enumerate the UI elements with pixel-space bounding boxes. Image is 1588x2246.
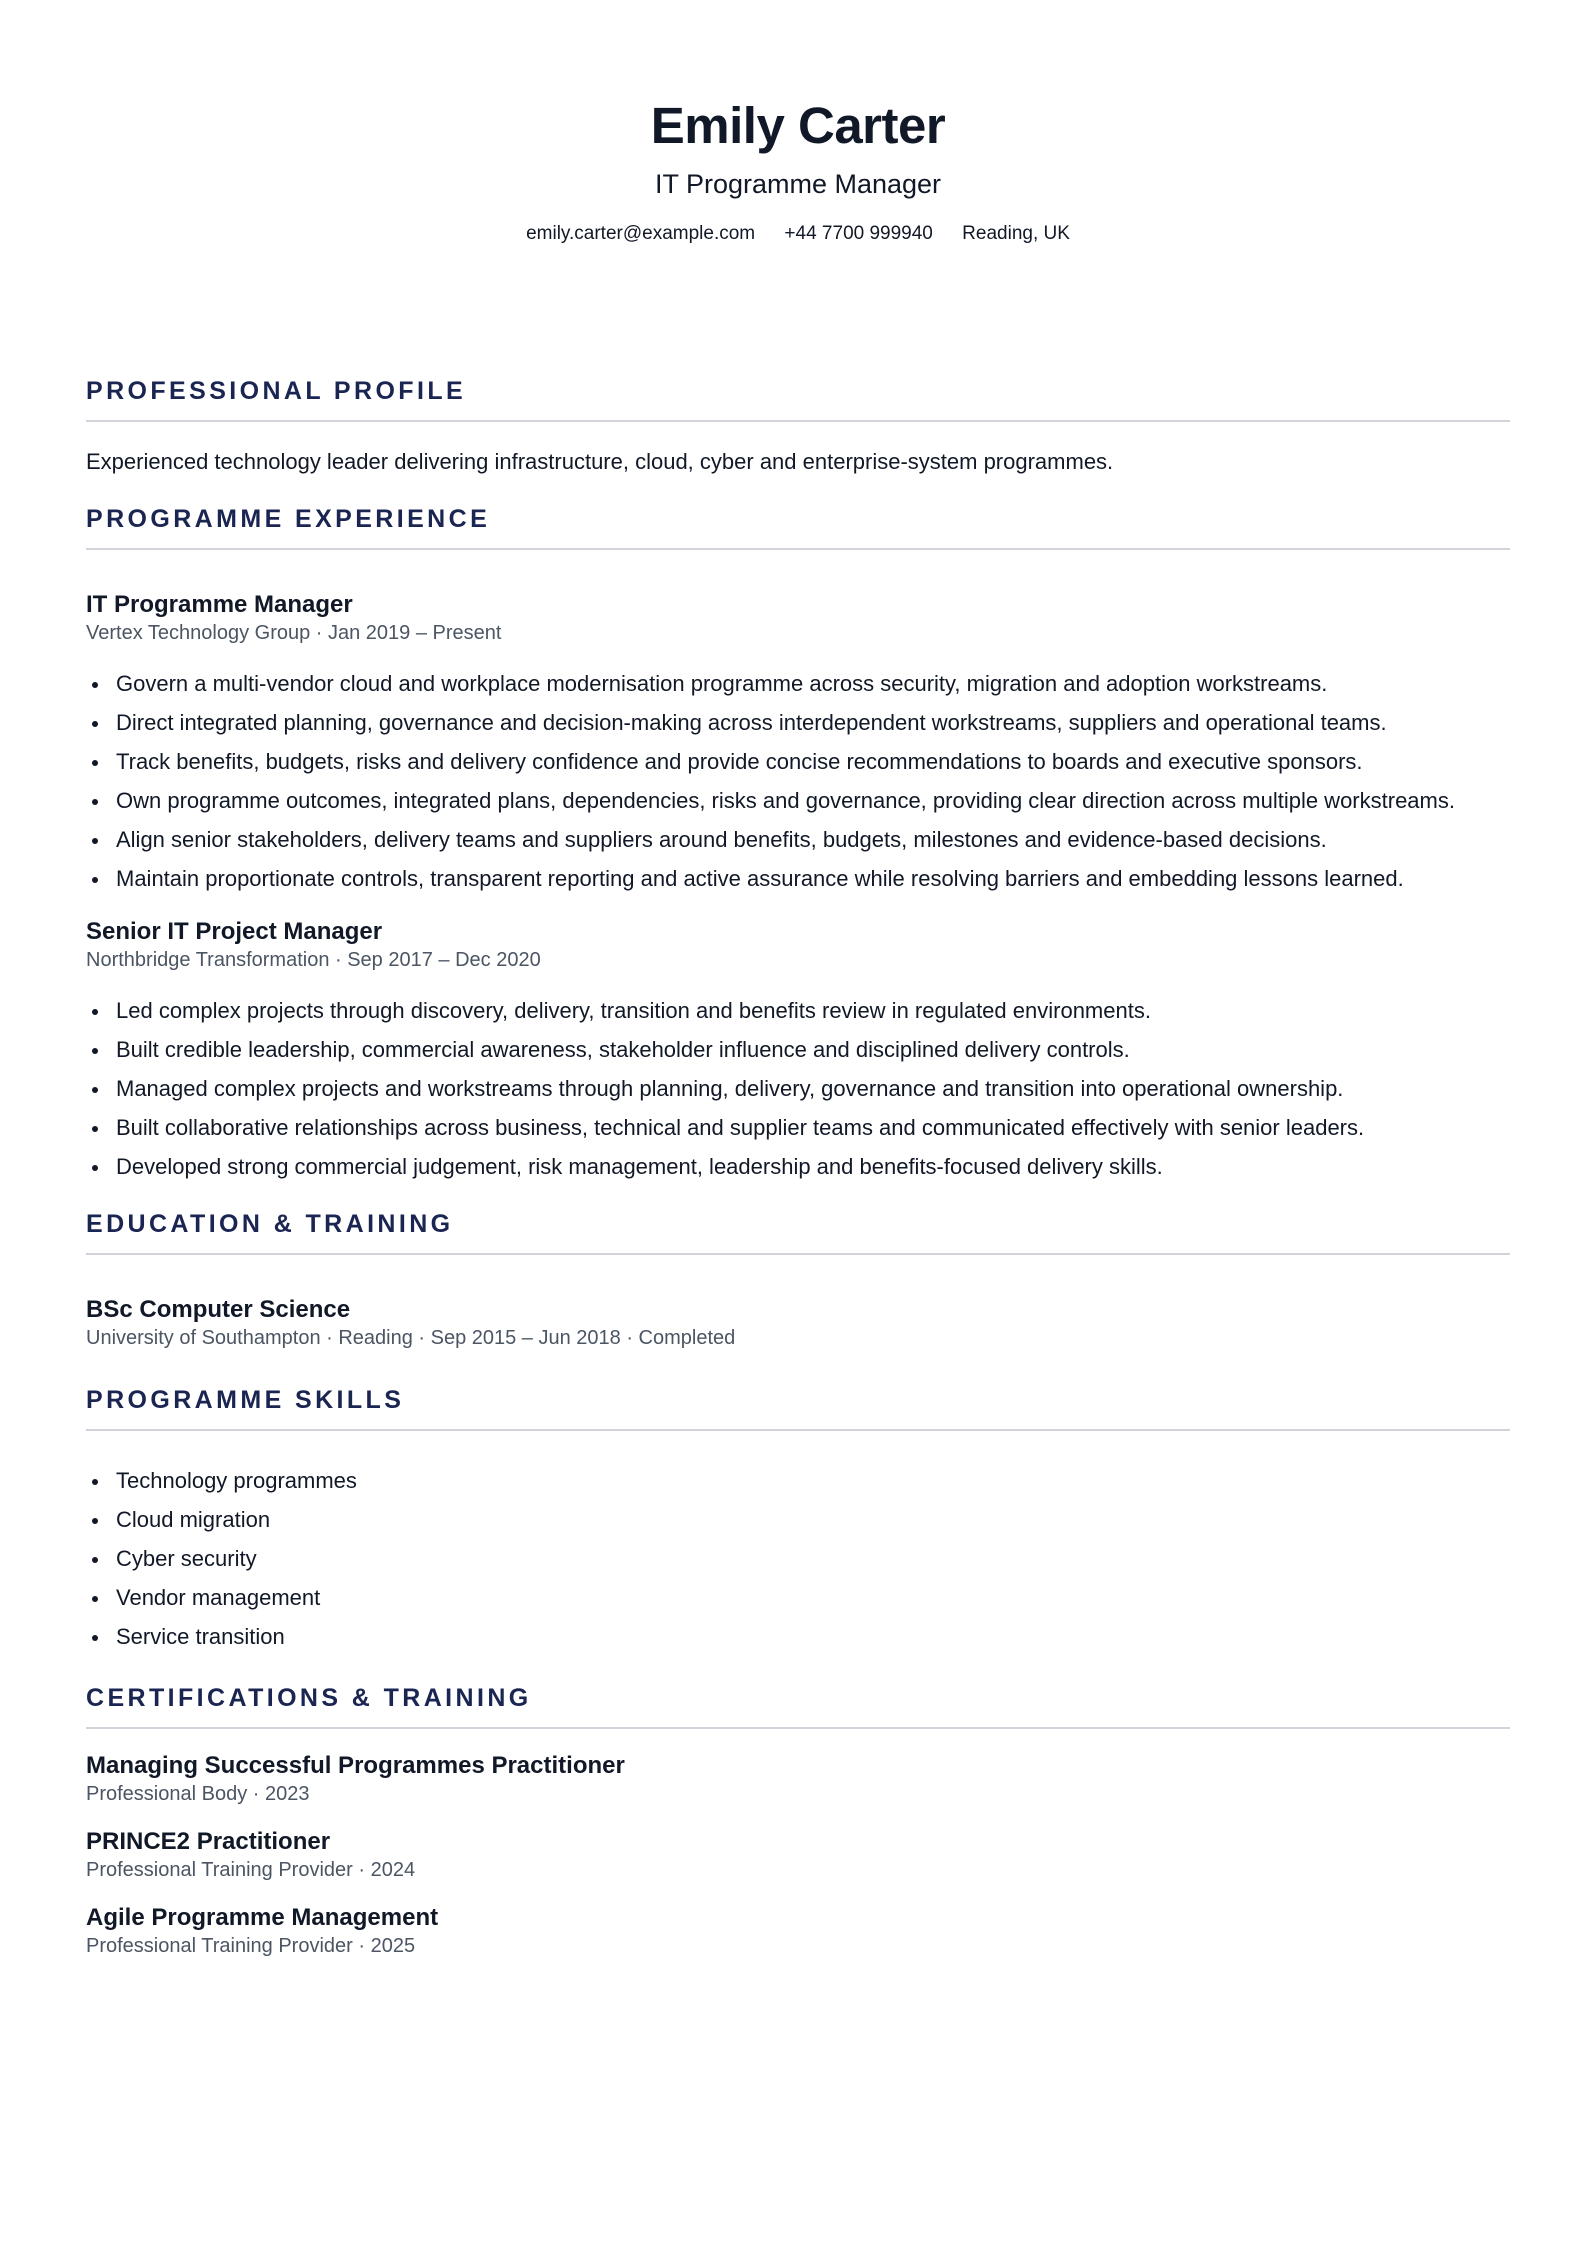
job-entry xyxy=(86,917,1510,1183)
degree-title: BSc Computer Science xyxy=(86,1296,351,1323)
candidate-role: IT Programme Manager xyxy=(654,169,942,199)
education-section xyxy=(86,1209,1510,1351)
job-bullets xyxy=(86,995,1510,1183)
certifications-section xyxy=(86,1683,1510,1959)
resume-page xyxy=(86,0,1510,1959)
list-item: Built collaborative relationships across business, technical and supplier teams and communicated effectively with senior leaders. xyxy=(86,1112,1510,1144)
section-title-education: EDUCATION & TRAINING xyxy=(86,1210,454,1238)
skill-item: Technology programmes xyxy=(86,1465,1510,1497)
section-title-certifications: CERTIFICATIONS & TRAINING xyxy=(86,1684,532,1712)
job-title: IT Programme Manager xyxy=(86,591,353,618)
contact-email: emily.carter@example.com xyxy=(526,223,756,244)
list-item: Maintain proportionate controls, transparent reporting and active assurance while resolving barriers and embedding lessons learned. xyxy=(86,863,1510,895)
certification-name: PRINCE2 Practitioner xyxy=(86,1828,331,1855)
section-divider xyxy=(86,548,1510,550)
skill-item: Service transition xyxy=(86,1621,1510,1653)
job-bullets xyxy=(86,668,1510,895)
list-item: Built credible leadership, commercial awareness, stakeholder influence and disciplined delivery controls. xyxy=(86,1034,1510,1066)
contact-phone: +44 7700 999940 xyxy=(784,223,933,244)
section-divider xyxy=(86,420,1510,422)
skill-item: Cyber security xyxy=(86,1543,1510,1575)
certification-name: Managing Successful Programmes Practitioner xyxy=(86,1752,625,1779)
certification-meta: Professional Training Provider · 2025 xyxy=(86,1935,416,1957)
certification-entry xyxy=(86,1903,1510,1959)
list-item: Govern a multi-vendor cloud and workplace modernisation programme across security, migration and adoption workstreams. xyxy=(86,668,1510,700)
certification-meta: Professional Training Provider · 2024 xyxy=(86,1859,416,1881)
section-title-skills: PROGRAMME SKILLS xyxy=(86,1386,405,1414)
list-item: Direct integrated planning, governance and decision-making across interdependent workstreams, suppliers and operational teams. xyxy=(86,707,1510,739)
list-item: Developed strong commercial judgement, risk management, leadership and benefits-focused delivery skills. xyxy=(86,1151,1510,1183)
section-divider xyxy=(86,1727,1510,1729)
contact-line xyxy=(86,222,1510,246)
section-title-profile: PROFESSIONAL PROFILE xyxy=(86,377,467,405)
list-item: Led complex projects through discovery, delivery, transition and benefits review in regulated environments. xyxy=(86,995,1510,1027)
profile-section xyxy=(86,376,1510,476)
skill-item: Cloud migration xyxy=(86,1504,1510,1536)
list-item: Managed complex projects and workstreams through planning, delivery, governance and transition into operational ownership. xyxy=(86,1073,1510,1105)
contact-location: Reading, UK xyxy=(962,223,1070,244)
resume-header xyxy=(86,0,1510,246)
skills-section xyxy=(86,1385,1510,1653)
certification-entry xyxy=(86,1827,1510,1883)
certification-meta: Professional Body · 2023 xyxy=(86,1783,310,1805)
education-entry xyxy=(86,1295,1510,1351)
certification-entry xyxy=(86,1751,1510,1807)
list-item: Track benefits, budgets, risks and delivery confidence and provide concise recommendations to boards and executive sponsors. xyxy=(86,746,1510,778)
skills-list xyxy=(86,1465,1510,1653)
profile-text: Experienced technology leader delivering infrastructure, cloud, cyber and enterprise-system programmes. xyxy=(86,449,1114,474)
experience-section xyxy=(86,504,1510,1183)
skill-item: Vendor management xyxy=(86,1582,1510,1614)
job-entry xyxy=(86,590,1510,895)
list-item: Own programme outcomes, integrated plans, dependencies, risks and governance, providing clear direction across multiple workstreams. xyxy=(86,785,1510,817)
job-meta: Vertex Technology Group · Jan 2019 – Present xyxy=(86,622,502,644)
list-item: Align senior stakeholders, delivery teams and suppliers around benefits, budgets, milestones and evidence-based decisions. xyxy=(86,824,1510,856)
job-title: Senior IT Project Manager xyxy=(86,918,383,945)
job-meta: Northbridge Transformation · Sep 2017 – Dec 2020 xyxy=(86,949,541,971)
degree-meta: University of Southampton · Reading · Sep 2015 – Jun 2018 · Completed xyxy=(86,1327,736,1349)
candidate-name: Emily Carter xyxy=(650,97,946,154)
certification-name: Agile Programme Management xyxy=(86,1904,439,1931)
section-divider xyxy=(86,1253,1510,1255)
section-divider xyxy=(86,1429,1510,1431)
section-title-experience: PROGRAMME EXPERIENCE xyxy=(86,505,491,533)
